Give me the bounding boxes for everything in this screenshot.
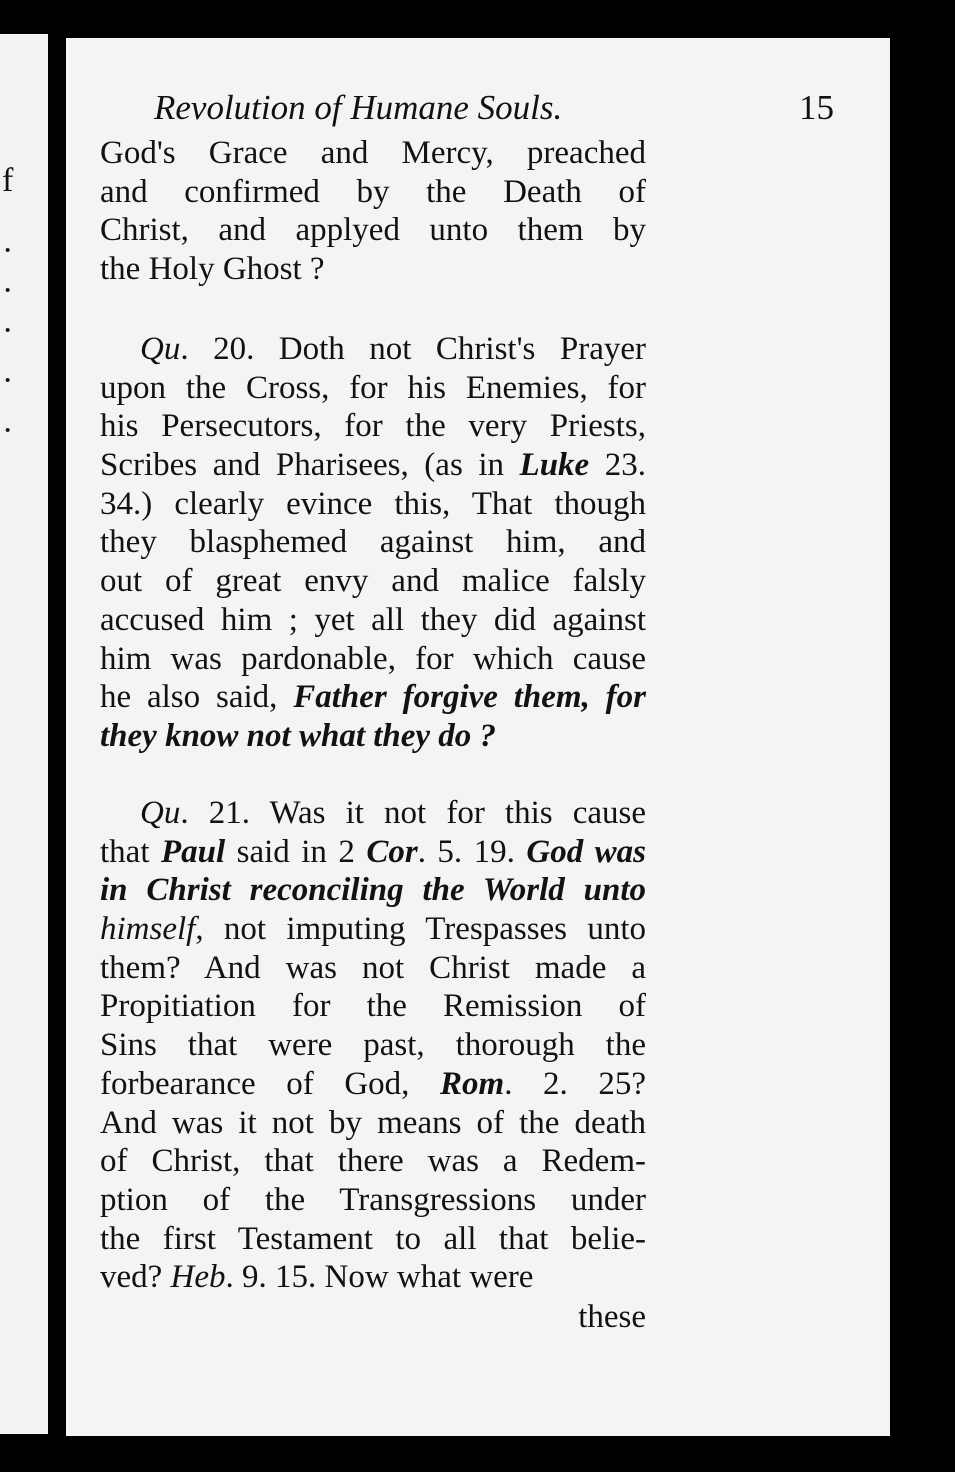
text-line bbox=[100, 485, 646, 524]
book-page bbox=[66, 38, 890, 1436]
text-run: accused him ; yet all they did against bbox=[100, 601, 646, 638]
facing-page-fragment: · bbox=[2, 312, 14, 349]
text-line bbox=[100, 1104, 646, 1143]
text-line bbox=[100, 211, 646, 250]
text-line bbox=[100, 949, 646, 988]
text-run: 34.) clearly evince this, That though bbox=[100, 485, 646, 522]
text-line bbox=[100, 134, 646, 173]
text-line bbox=[100, 330, 646, 369]
text-run: Propitiation for the Remission of bbox=[100, 988, 646, 1025]
text-run: they know not what they do ? bbox=[100, 717, 497, 754]
text-run: Father forgive them, for bbox=[293, 679, 647, 716]
text-run: Luke bbox=[519, 447, 590, 484]
paragraph-question-20 bbox=[100, 330, 646, 756]
text-line bbox=[100, 407, 646, 446]
text-run: Scribes and Pharisees, (as in bbox=[100, 447, 520, 484]
text-run: Paul bbox=[160, 833, 226, 870]
text-run: , not imputing Trespasses unto bbox=[195, 911, 646, 948]
text-run: Cor bbox=[366, 833, 418, 870]
text-line bbox=[100, 833, 646, 872]
text-run: they blasphemed against him, and bbox=[100, 524, 646, 561]
text-run: Qu bbox=[140, 795, 181, 831]
text-run: forbearance of God, bbox=[100, 1065, 440, 1102]
text-line bbox=[100, 987, 646, 1026]
text-run: them? And was not Christ made a bbox=[100, 949, 646, 986]
text-run: of Christ, that there was a Redem- bbox=[100, 1143, 646, 1180]
text-run: out of great envy and malice falsly bbox=[100, 563, 646, 600]
text-line bbox=[100, 1220, 646, 1259]
facing-page-fragment: · bbox=[2, 412, 14, 449]
text-run: the Holy Ghost ? bbox=[100, 251, 325, 288]
text-line bbox=[100, 794, 646, 833]
text-run: Qu bbox=[140, 331, 181, 367]
facing-page-fragment: · bbox=[2, 362, 14, 399]
page-number: 15 bbox=[799, 88, 834, 127]
text-line bbox=[100, 369, 646, 408]
text-run: . 20. Doth not Christ's Prayer bbox=[180, 331, 646, 367]
text-run: he also said, bbox=[100, 679, 294, 716]
text-run: his Persecutors, for the very Priests, bbox=[100, 408, 646, 445]
page-header bbox=[154, 88, 834, 138]
facing-page-fragment: · bbox=[2, 272, 14, 309]
text-line bbox=[100, 1258, 646, 1297]
text-line bbox=[100, 601, 646, 640]
text-run: Sins that were past, thorough the bbox=[100, 1027, 646, 1064]
text-run: Christ, and applyed unto them by bbox=[100, 212, 646, 249]
text-run: said in 2 bbox=[225, 833, 367, 870]
catchword: these bbox=[578, 1299, 646, 1335]
text-line bbox=[100, 910, 646, 949]
text-line bbox=[100, 562, 646, 601]
text-line bbox=[100, 678, 646, 717]
text-run: himself bbox=[100, 911, 196, 948]
text-line bbox=[100, 717, 646, 756]
text-line bbox=[100, 640, 646, 679]
text-line bbox=[100, 250, 646, 289]
text-line bbox=[100, 871, 646, 910]
facing-page-fragment: f bbox=[2, 162, 14, 199]
text-run: and confirmed by the Death of bbox=[100, 173, 646, 210]
text-line bbox=[100, 1026, 646, 1065]
text-run: Rom bbox=[440, 1065, 505, 1102]
paragraph-question-21 bbox=[100, 794, 646, 1297]
text-run: that bbox=[100, 833, 161, 870]
text-line bbox=[100, 1142, 646, 1181]
text-line bbox=[100, 1065, 646, 1104]
facing-page-edge bbox=[0, 34, 48, 1434]
text-run: ption of the Transgressions under bbox=[100, 1181, 646, 1218]
text-run: him was pardonable, for which cause bbox=[100, 640, 646, 677]
text-run: God's Grace and Mercy, preached bbox=[100, 135, 646, 171]
text-run: Heb bbox=[170, 1259, 226, 1296]
facing-page-fragment: · bbox=[2, 232, 14, 269]
running-head: Revolution of Humane Souls. bbox=[154, 88, 563, 127]
text-run: in Christ reconciling the World unto bbox=[100, 872, 646, 909]
text-line bbox=[100, 523, 646, 562]
text-run: upon the Cross, for his Enemies, for bbox=[100, 369, 646, 406]
text-run: ved? bbox=[100, 1259, 171, 1296]
text-run: 23. bbox=[589, 447, 647, 484]
text-run: God was bbox=[526, 833, 647, 870]
text-run: And was it not by means of the death bbox=[100, 1104, 646, 1141]
text-run: . 5. 19. bbox=[417, 833, 527, 870]
catchword-line bbox=[100, 1298, 646, 1337]
text-run: . 21. Was it not for this cause bbox=[180, 795, 646, 831]
paragraph-continuation bbox=[100, 134, 646, 289]
text-line bbox=[100, 446, 646, 485]
text-line bbox=[100, 173, 646, 212]
text-run: . 9. 15. Now what were bbox=[225, 1259, 534, 1296]
text-line bbox=[100, 1181, 646, 1220]
text-run: . 2. 25? bbox=[504, 1065, 646, 1102]
text-run: the first Testament to all that belie- bbox=[100, 1220, 646, 1257]
